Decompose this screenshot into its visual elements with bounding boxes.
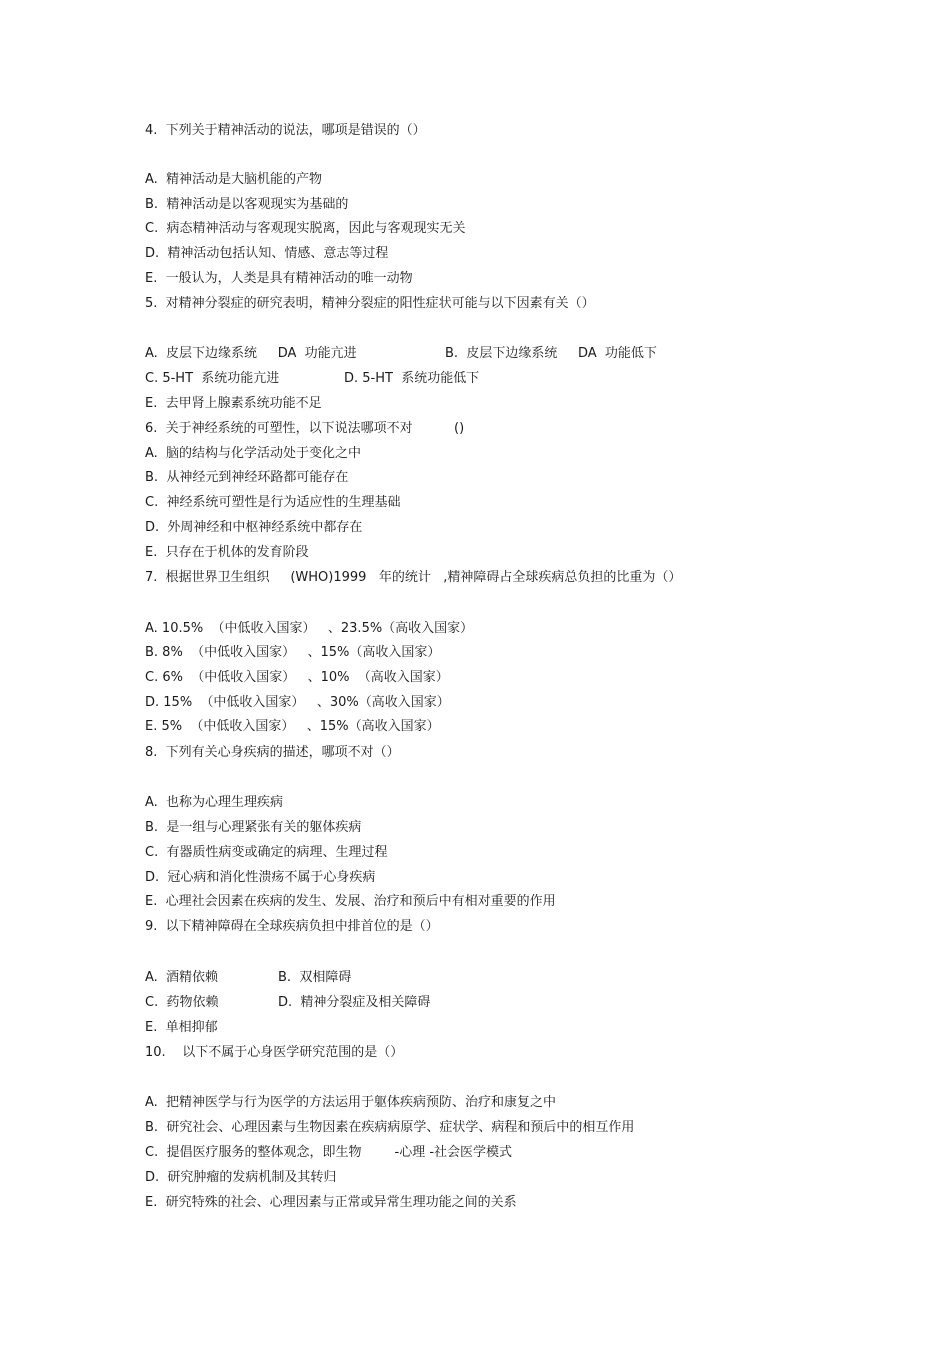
question-10-option-d: D. 研究肿瘤的发病机制及其转归 xyxy=(145,1170,337,1185)
question-9-stem: 9. 以下精神障碍在全球疾病负担中排首位的是（） xyxy=(145,919,439,934)
question-5-option-e: E. 去甲肾上腺素系统功能不足 xyxy=(145,396,322,411)
question-4-option-e: E. 一般认为，人类是具有精神活动的唯一动物 xyxy=(145,271,413,286)
question-7-option-b: B. 8% （中低收入国家） 、15%（高收入国家） xyxy=(145,645,441,660)
question-8-option-d: D. 冠心病和消化性溃疡不属于心身疾病 xyxy=(145,870,376,885)
question-9-option-c: C. 药物依赖 xyxy=(145,995,219,1010)
question-6-option-e: E. 只存在于机体的发育阶段 xyxy=(145,545,309,560)
question-4-option-c: C. 病态精神活动与客观现实脱离，因此与客观现实无关 xyxy=(145,221,466,236)
question-7-option-a: A. 10.5% （中低收入国家） 、23.5%（高收入国家） xyxy=(145,621,474,636)
question-7-stem: 7. 根据世界卫生组织 (WHO)1999 年的统计 ,精神障碍占全球疾病总负担的比重为（） xyxy=(145,570,682,585)
question-4-option-b: B. 精神活动是以客观现实为基础的 xyxy=(145,197,349,212)
question-9-option-a: A. 酒精依赖 xyxy=(145,970,219,985)
question-8-option-c: C. 有器质性病变或确定的病理、生理过程 xyxy=(145,845,388,860)
question-4-option-a: A. 精神活动是大脑机能的产物 xyxy=(145,172,323,187)
question-4-option-d: D. 精神活动包括认知、情感、意志等过程 xyxy=(145,246,389,261)
question-9-option-e: E. 单相抑郁 xyxy=(145,1020,218,1035)
question-5-option-a: A. 皮层下边缘系统 DA 功能亢进 xyxy=(145,346,357,361)
question-6-option-d: D. 外周神经和中枢神经系统中都存在 xyxy=(145,520,363,535)
question-6-option-b: B. 从神经元到神经环路都可能存在 xyxy=(145,470,349,485)
question-8-option-a: A. 也称为心理生理疾病 xyxy=(145,795,284,810)
question-7-option-c: C. 6% （中低收入国家） 、10% （高收入国家） xyxy=(145,670,449,685)
question-6-option-c: C. 神经系统可塑性是行为适应性的生理基础 xyxy=(145,495,401,510)
question-9-option-d: D. 精神分裂症及相关障碍 xyxy=(278,995,431,1010)
question-9-option-b: B. 双相障碍 xyxy=(278,970,352,985)
question-8-option-e: E. 心理社会因素在疾病的发生、发展、治疗和预后中有相对重要的作用 xyxy=(145,894,556,909)
question-7-option-d: D. 15% （中低收入国家） 、30%（高收入国家） xyxy=(145,695,450,710)
question-7-option-e: E. 5% （中低收入国家） 、15%（高收入国家） xyxy=(145,719,440,734)
question-6-stem: 6. 关于神经系统的可塑性，以下说法哪项不对 () xyxy=(145,421,465,436)
question-8-option-b: B. 是一组与心理紧张有关的躯体疾病 xyxy=(145,820,362,835)
question-10-option-b: B. 研究社会、心理因素与生物因素在疾病病原学、症状学、病程和预后中的相互作用 xyxy=(145,1120,635,1135)
question-5-option-c: C. 5-HT 系统功能亢进 xyxy=(145,371,280,386)
question-10-option-c: C. 提倡医疗服务的整体观念，即生物 -心理 -社会医学模式 xyxy=(145,1145,513,1160)
question-5-option-d: D. 5-HT 系统功能低下 xyxy=(344,371,480,386)
question-4-stem: 4. 下列关于精神活动的说法，哪项是错误的（） xyxy=(145,123,426,138)
question-8-stem: 8. 下列有关心身疾病的描述，哪项不对（） xyxy=(145,745,400,760)
question-5-option-b: B. 皮层下边缘系统 DA 功能低下 xyxy=(445,346,657,361)
question-10-option-a: A. 把精神医学与行为医学的方法运用于躯体疾病预防、治疗和康复之中 xyxy=(145,1095,557,1110)
question-10-stem: 10. 以下不属于心身医学研究范围的是（） xyxy=(145,1045,404,1060)
question-5-stem: 5. 对精神分裂症的研究表明，精神分裂症的阳性症状可能与以下因素有关（） xyxy=(145,296,595,311)
question-6-option-a: A. 脑的结构与化学活动处于变化之中 xyxy=(145,446,362,461)
question-10-option-e: E. 研究特殊的社会、心理因素与正常或异常生理功能之间的关系 xyxy=(145,1195,517,1210)
